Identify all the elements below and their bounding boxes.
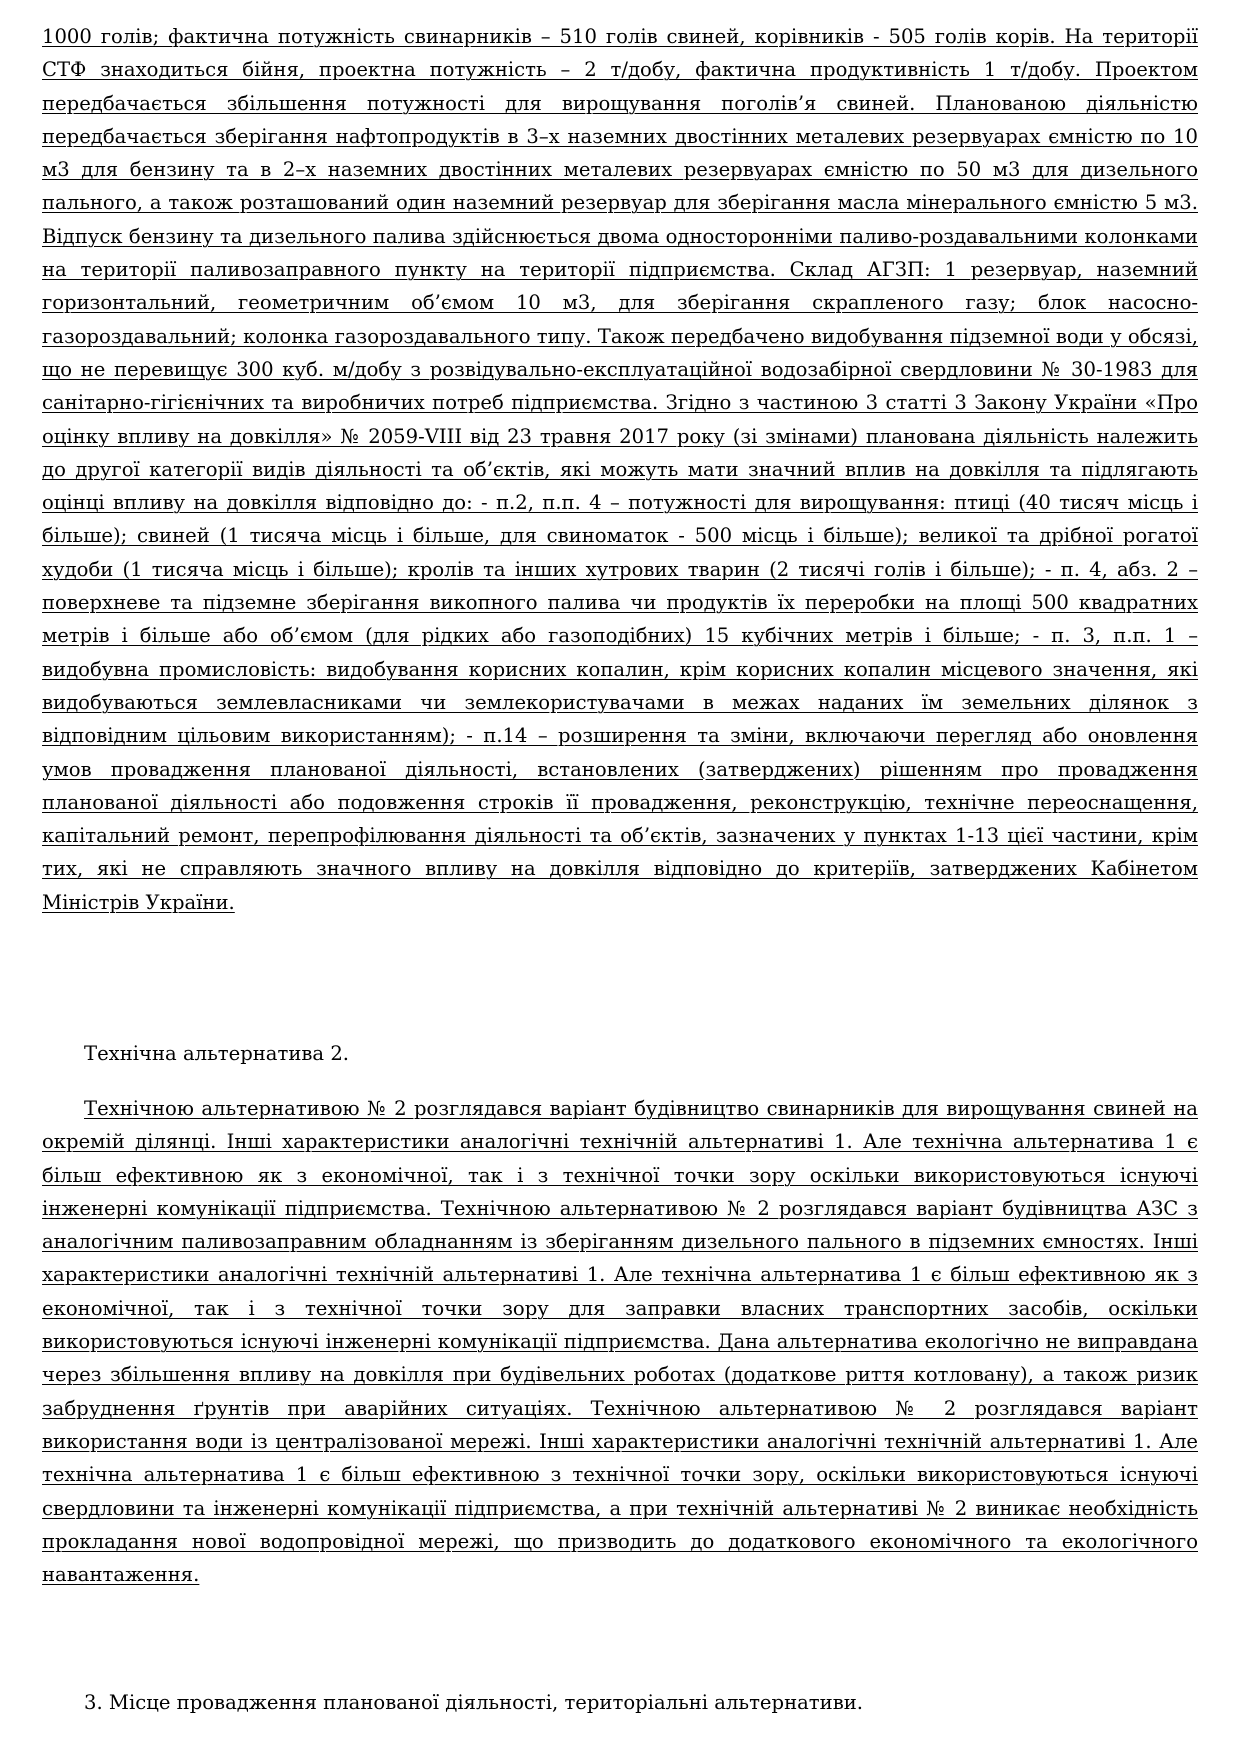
heading-technical-alternative-2: Технічна альтернатива 2.: [84, 1042, 350, 1065]
body-paragraph-1: [42, 20, 1198, 919]
body-paragraph-2: [42, 1092, 1198, 1591]
heading-section-3: 3. Місце провадження планованої діяльності, територіальні альтернативи.: [84, 1691, 864, 1714]
paragraph-1-text: 1000 голів; фактична потужність свинарників – 510 голів свиней, корівників - 505 голів корів. На території СТФ знаходиться бійня, проектна потужність – 2 т/добу, фактична продуктивність 1 т/добу. Проектом передбачається збільшення потужності для вирощування поголів’я свиней. Планованою діяльністю передбачається зберігання нафтопродуктів в 3–х наземних двостінних металевих резервуарах ємністю по 10 м3 для бензину та в 2–х наземних двостінних металевих резервуарах ємністю по 50 м3 для дизельного пального, а також розташований один наземний резервуар для зберігання масла мінерального ємністю 5 м3. Відпуск бензину та дизельного палива здійснюється двома односторонніми паливо-роздавальними колонками на території паливозаправного пункту на території підприємства. Склад АГЗП: 1 резервуар, наземний горизонтальний, геометричним об’ємом 10 м3, для зберігання скрапленого газу; блок насосно-газороздавальний; колонка газороздавального типу. Також передбачено видобування підземної води у обсязі, що не перевищує 300 куб. м/добу з розвідувально-експлуатаційної водозабірної свердловини № 30-1983 для санітарно-гігієнічних та виробничих потреб підприємства. Згідно з частиною 3 статті 3 Закону України «Про оцінку впливу на довкілля» № 2059-VIII від 23 травня 2017 року (зі змінами) планована діяльність належить до другої категорії видів діяльності та об’єктів, які можуть мати значний вплив на довкілля та підлягають оцінці впливу на довкілля відповідно до: - п.2, п.п. 4 – потужності для вирощування: птиці (40 тисяч місць і більше); свиней (1 тисяча місць і більше, для свиноматок - 500 місць і більше); великої та дрібної рогатої худоби (1 тисяча місць і більше); кролів та інших хутрових тварин (2 тисячі голів і більше); - п. 4, абз. 2 – поверхневе та підземне зберігання викопного палива чи продуктів їх переробки на площі 500 квадратних метрів і більше або об’ємом (для рідких або газоподібних) 15 кубічних метрів і більше; - п. 3, п.п. 1 – видобувна промисловість: видобування корисних копалин, крім корисних копалин місцевого значення, які видобуваються землевласниками чи землекористувачами в межах наданих їм земельних ділянок з відповідним цільовим використанням); - п.14 – розширення та зміни, включаючи перегляд або оновлення умов провадження планованої діяльності, встановлених (затверджених) рішенням про провадження планованої діяльності або подовження строків її провадження, реконструкцію, технічне переоснащення, капітальний ремонт, перепрофілювання діяльності та об’єктів, зазначених у пунктах 1-13 цієї частини, крім тих, які не справляють значного впливу на довкілля відповідно до критеріїв, затверджених Кабінетом Міністрів України.: [42, 25, 1198, 914]
paragraph-2-text: Технічною альтернативою № 2 розглядався варіант будівництво свинарників для вирощування свиней на окремій ділянці. Інші характеристики аналогічні технічній альтернативі 1. Але технічна альтернатива 1 є більш ефективною як з економічної, так і з технічної точки зору оскільки використовуються існуючі інженерні комунікації підприємства. Технічною альтернативою № 2 розглядався варіант будівництва АЗС з аналогічним паливозаправним обладнанням із зберіганням дизельного пального в підземних ємностях. Інші характеристики аналогічні технічній альтернативі 1. Але технічна альтернатива 1 є більш ефективною як з економічної, так і з технічної точки зору для заправки власних транспортних засобів, оскільки використовуються існуючі інженерні комунікації підприємства. Дана альтернатива екологічно не виправдана через збільшення впливу на довкілля при будівельних роботах (додаткове риття котловану), а також ризик забруднення ґрунтів при аварійних ситуаціях. Технічною альтернативою № 2 розглядався варіант використання води із централізованої мережі. Інші характеристики аналогічні технічній альтернативі 1. Але технічна альтернатива 1 є більш ефективною з технічної точки зору, оскільки використовуються існуючі свердловини та інженерні комунікації підприємства, а при технічній альтернативі № 2 виникає необхідність прокладання нової водопровідної мережі, що призводить до додаткового економічного та екологічного навантаження.: [42, 1097, 1198, 1587]
